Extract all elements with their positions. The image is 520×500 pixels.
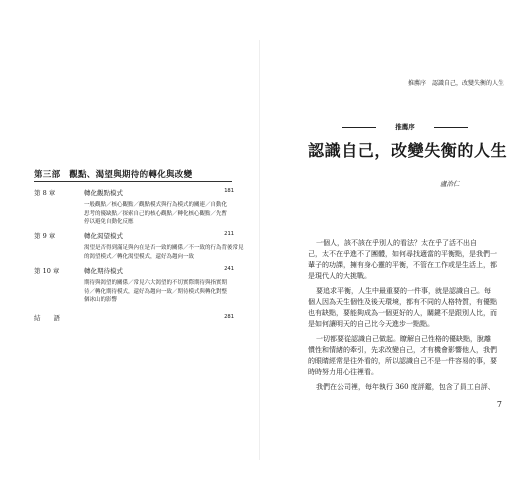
text-line: 輩子的功課，擁有身心靈的平衡，不管在工作或是生活上，都 <box>308 261 497 269</box>
section-rule-right <box>434 127 468 128</box>
text-line: 時時努力用心往裡看。 <box>308 368 378 376</box>
conclusion-label: 結 語 <box>34 314 60 322</box>
text-line: 個人因為天生個性及後天環境，都有不同的人格特質，有優點 <box>308 298 497 306</box>
text-line: 己，太不在乎進不了團體，如何尋找適當的平衡點，是我們一 <box>308 250 497 258</box>
chapter-number: 第 9 章 <box>34 232 56 240</box>
text-line: 慣性和情緒的牽引，先求改變自己，才有機會影響他人，我們 <box>308 346 497 354</box>
paragraph <box>308 382 495 393</box>
chapter-title: 轉化渴望模式 <box>84 232 123 240</box>
text-line: 也有缺點，要能夠成為一個更好的人，關鍵不是跟別人比，而 <box>308 309 497 317</box>
chapter-number: 第 8 章 <box>34 189 56 197</box>
text-line: 要追求平衡，人生中最重要的一件事，就是認識自己。每 <box>316 287 491 295</box>
chapter-page: 181 <box>224 188 234 194</box>
chapter-topics-line: 一般觀點／核心觀點／觀點模式與行為模式的關連／自動化 <box>84 202 228 208</box>
chapter-page: 241 <box>224 266 234 272</box>
chapter-title: 轉化期待模式 <box>84 267 123 275</box>
conclusion-page: 281 <box>224 314 234 320</box>
text-line: 的眼睛經常是往外看的，所以認識自己不是一件容易的事，要 <box>308 357 497 365</box>
section-label-row <box>342 122 468 132</box>
right-page-preface <box>264 0 520 500</box>
chapter-topics-line: 個冰山的影響 <box>84 297 118 303</box>
text-line: 是現代人的大挑戰。 <box>308 272 371 280</box>
part-title-rule <box>34 181 232 182</box>
chapter-page: 211 <box>224 231 234 237</box>
paragraph <box>308 286 497 330</box>
chapter-topics-line: 渴望是否得到滿足與內在是否一致的關係／不一致的行為背後常見 <box>84 245 244 251</box>
left-page-toc <box>0 0 258 500</box>
paragraph <box>308 334 497 378</box>
paragraph <box>308 238 497 282</box>
chapter-topics-line: 的渴望模式／轉化渴望模式，還好為趨向一致 <box>84 253 195 260</box>
text-line: 我們在公司裡，每年執行 360 度評鑑，包含了員工自評、 <box>316 383 495 391</box>
text-line: 是如何讓明天的自己比今天進步一點點。 <box>308 320 434 328</box>
preface-author: 盧治仁 <box>440 180 460 188</box>
chapter-topics-line: 期待與渴望的關係／常見六大渴望的不切實際期待與指實期 <box>84 280 228 286</box>
preface-title: 認識自己，改變失衡的人生 <box>308 141 508 160</box>
chapter-topics-line: 停以避免自動化反應 <box>84 219 134 225</box>
text-line: 一切都要從認識自己做起。瞭解自己性格的優缺點，脫離 <box>316 335 491 343</box>
part-title: 第三部 觀點、渴望與期待的轉化與改變 <box>34 170 193 180</box>
running-head: 推薦序 認識自己，改變失衡的人生 <box>407 80 504 87</box>
chapter-title: 轉化觀點模式 <box>84 189 123 197</box>
preface-body <box>308 238 497 397</box>
section-label: 推薦序 <box>395 123 415 131</box>
chapter-number: 第 10 章 <box>34 267 60 275</box>
text-line: 一個人，該不該在乎別人的看法？太在乎了活不出自 <box>316 239 477 247</box>
page-number: 7 <box>496 400 502 409</box>
chapter-topics-line: 思考的優缺點／探索自己的核心觀點／轉化核心觀點／先暫 <box>84 210 228 217</box>
page-gutter <box>259 40 260 460</box>
chapter-topics-line: 待／轉化期待模式，還好為趨向一致／期待模式與轉化對整 <box>84 288 228 295</box>
